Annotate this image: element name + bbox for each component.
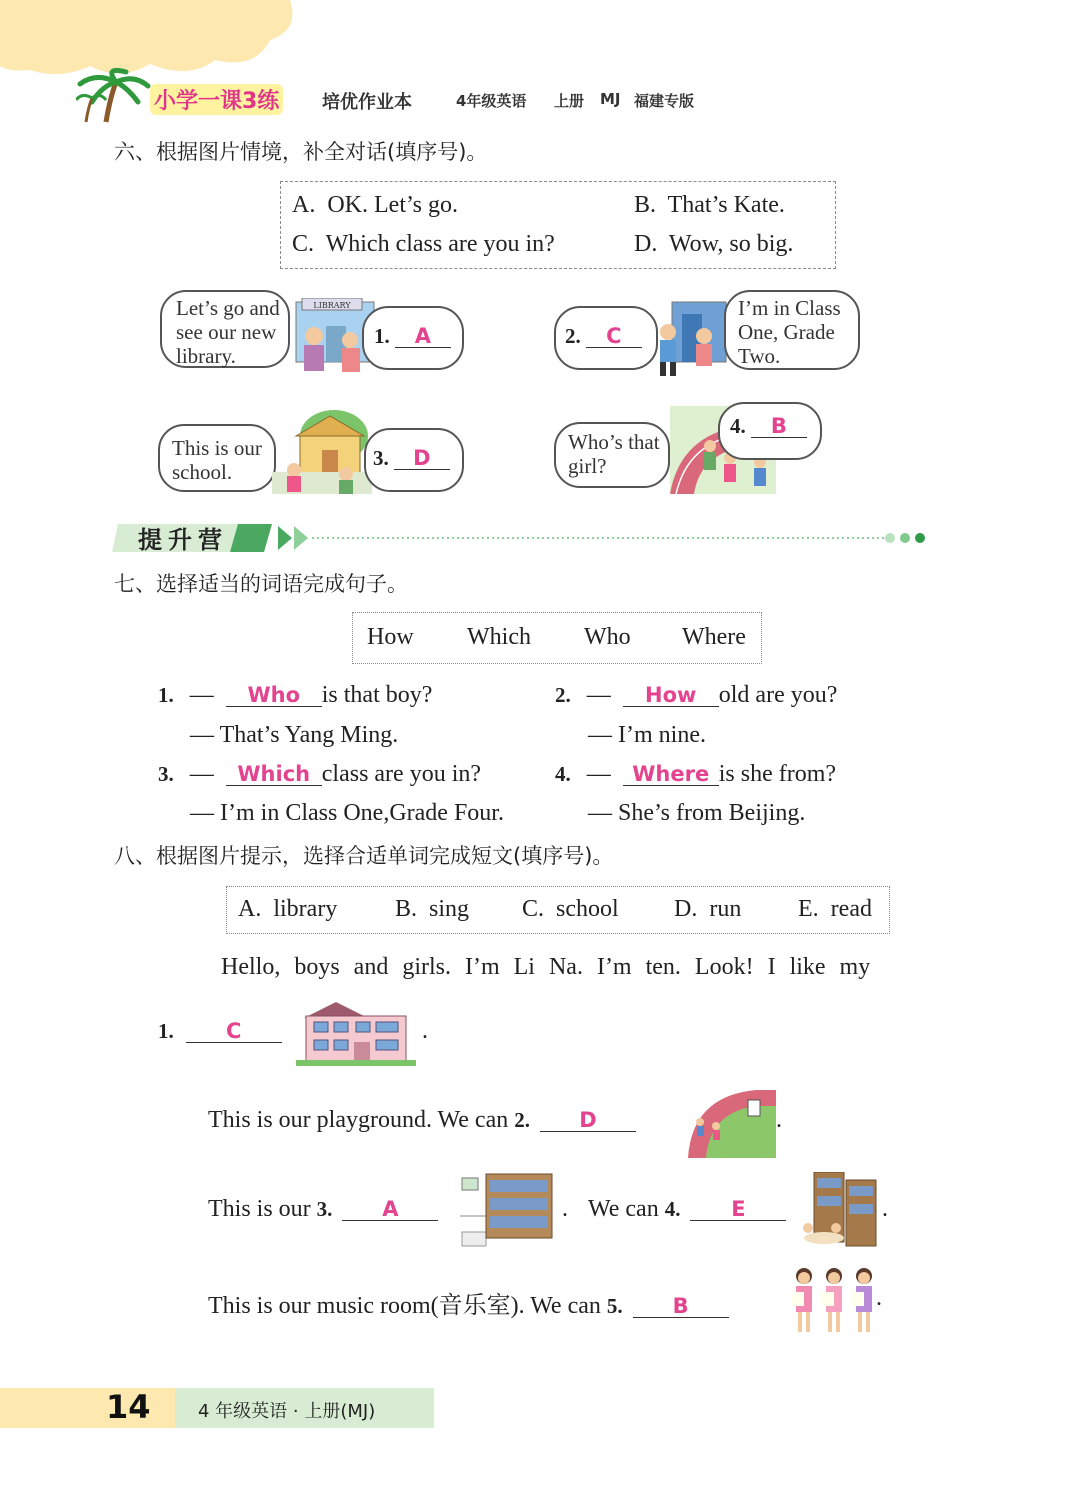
scene3-answer: 3. D (373, 446, 450, 471)
s8-option-d: D. run (674, 896, 742, 922)
scene4-prompt-bubble: Who’s that girl? (554, 422, 670, 488)
palm-tree-icon (76, 68, 156, 124)
header-volume: 上册 (554, 92, 585, 110)
header-grade: 4年级英语 (456, 92, 527, 110)
s8-blank4[interactable]: E (690, 1199, 786, 1221)
s8-line4: This is our music room(音乐室). We can 5. B (208, 1285, 729, 1320)
s8-intro: Hello, boys and girls. I’m Li Na. I’m ten. Look! I like my (221, 954, 871, 980)
scene1-answer-blank[interactable]: A (395, 326, 451, 348)
option-d: D. Wow, so big. (634, 231, 794, 257)
scene4-answer: 4. B (730, 414, 807, 439)
s8-blank2[interactable]: D (540, 1110, 636, 1132)
classroom-scene-illustration (652, 300, 728, 380)
section8-title: 八、根据图片提示，选择合适单词完成短文(填序号)。 (114, 844, 614, 868)
brand-logo: 小学一课3练 (150, 84, 283, 115)
tisheng-banner (112, 518, 932, 556)
s8-option-b: B. sing (395, 896, 470, 922)
s8-line1-period: . (422, 1018, 428, 1044)
s7-item2-question: 2. — How old are you? (555, 682, 838, 708)
scene3-answer-blank[interactable]: D (394, 448, 450, 470)
s8-blank3[interactable]: A (342, 1199, 438, 1221)
s8-option-e: E. read (798, 896, 872, 922)
s7-item4-blank[interactable]: Where (623, 764, 719, 786)
s7-item1-reply: — That’s Yang Ming. (190, 722, 399, 748)
word-who: Who (584, 624, 631, 650)
s8-blank5[interactable]: B (633, 1296, 729, 1318)
s8-blank1[interactable]: C (186, 1021, 282, 1043)
cloud-decoration (0, 0, 300, 78)
running-track-illustration (686, 1086, 778, 1158)
scene2-answer-blank[interactable]: C (586, 326, 642, 348)
footer-label: 4 年级英语 · 上册(MJ) (198, 1401, 376, 1422)
page-number: 14 (106, 1388, 151, 1426)
scene1-answer: 1. A (374, 324, 451, 349)
s7-item4-question: 4. — Where is she from? (555, 761, 837, 787)
s7-item4-reply: — She’s from Beijing. (588, 800, 806, 826)
scene2-prompt-bubble: I’m in Class One, Grade Two. (724, 290, 860, 370)
s8-line3-part2: . We can 4. E (562, 1196, 786, 1223)
s7-item2-blank[interactable]: How (623, 685, 719, 707)
word-where: Where (682, 624, 746, 650)
school-building-illustration (296, 998, 416, 1068)
library-sign: LIBRARY (313, 301, 351, 310)
scene3-prompt-bubble: This is our school. (158, 424, 276, 492)
s7-item3-blank[interactable]: Which (226, 764, 322, 786)
word-which: Which (467, 624, 531, 650)
s8-line1: 1. C (158, 1018, 282, 1045)
s8-line2-period: . (776, 1107, 782, 1133)
s8-option-c: C. school (522, 896, 619, 922)
reading-room-illustration (800, 1172, 878, 1248)
option-a: A. OK. Let’s go. (292, 192, 458, 218)
s7-item1-blank[interactable]: Who (226, 685, 322, 707)
option-b: B. That’s Kate. (634, 192, 785, 218)
section6-title: 六、根据图片情境，补全对话(填序号)。 (114, 140, 488, 164)
option-c: C. Which class are you in? (292, 231, 555, 257)
scene2-answer: 2. C (565, 324, 642, 349)
s8-option-a: A. library (238, 896, 338, 922)
scene4-answer-blank[interactable]: B (751, 416, 807, 438)
scene1-prompt-bubble: Let’s go and see our new library. (160, 290, 290, 368)
header-subtitle: 培优作业本 (322, 92, 412, 113)
header-edition: MJ (600, 90, 621, 108)
s8-line4-period: . (876, 1285, 882, 1311)
header-region: 福建专版 (634, 92, 695, 110)
s7-item3-question: 3. — Which class are you in? (158, 761, 482, 787)
library-shelves-illustration (460, 1172, 556, 1248)
s8-line3-part1: This is our 3. A (208, 1196, 438, 1223)
header-bar (150, 84, 720, 116)
s7-item3-reply: — I’m in Class One,Grade Four. (190, 800, 504, 826)
school-scene-illustration (272, 406, 372, 494)
word-how: How (367, 624, 414, 650)
s8-line2: This is our playground. We can 2. D (208, 1107, 636, 1134)
s8-line3-period: . (882, 1196, 888, 1222)
singing-girls-illustration (788, 1262, 880, 1336)
section7-title: 七、选择适当的词语完成句子。 (114, 572, 408, 596)
banner-label: 提升营 (138, 526, 228, 554)
s7-item2-reply: — I’m nine. (588, 722, 706, 748)
s7-item1-question: 1. — Who is that boy? (158, 682, 433, 708)
